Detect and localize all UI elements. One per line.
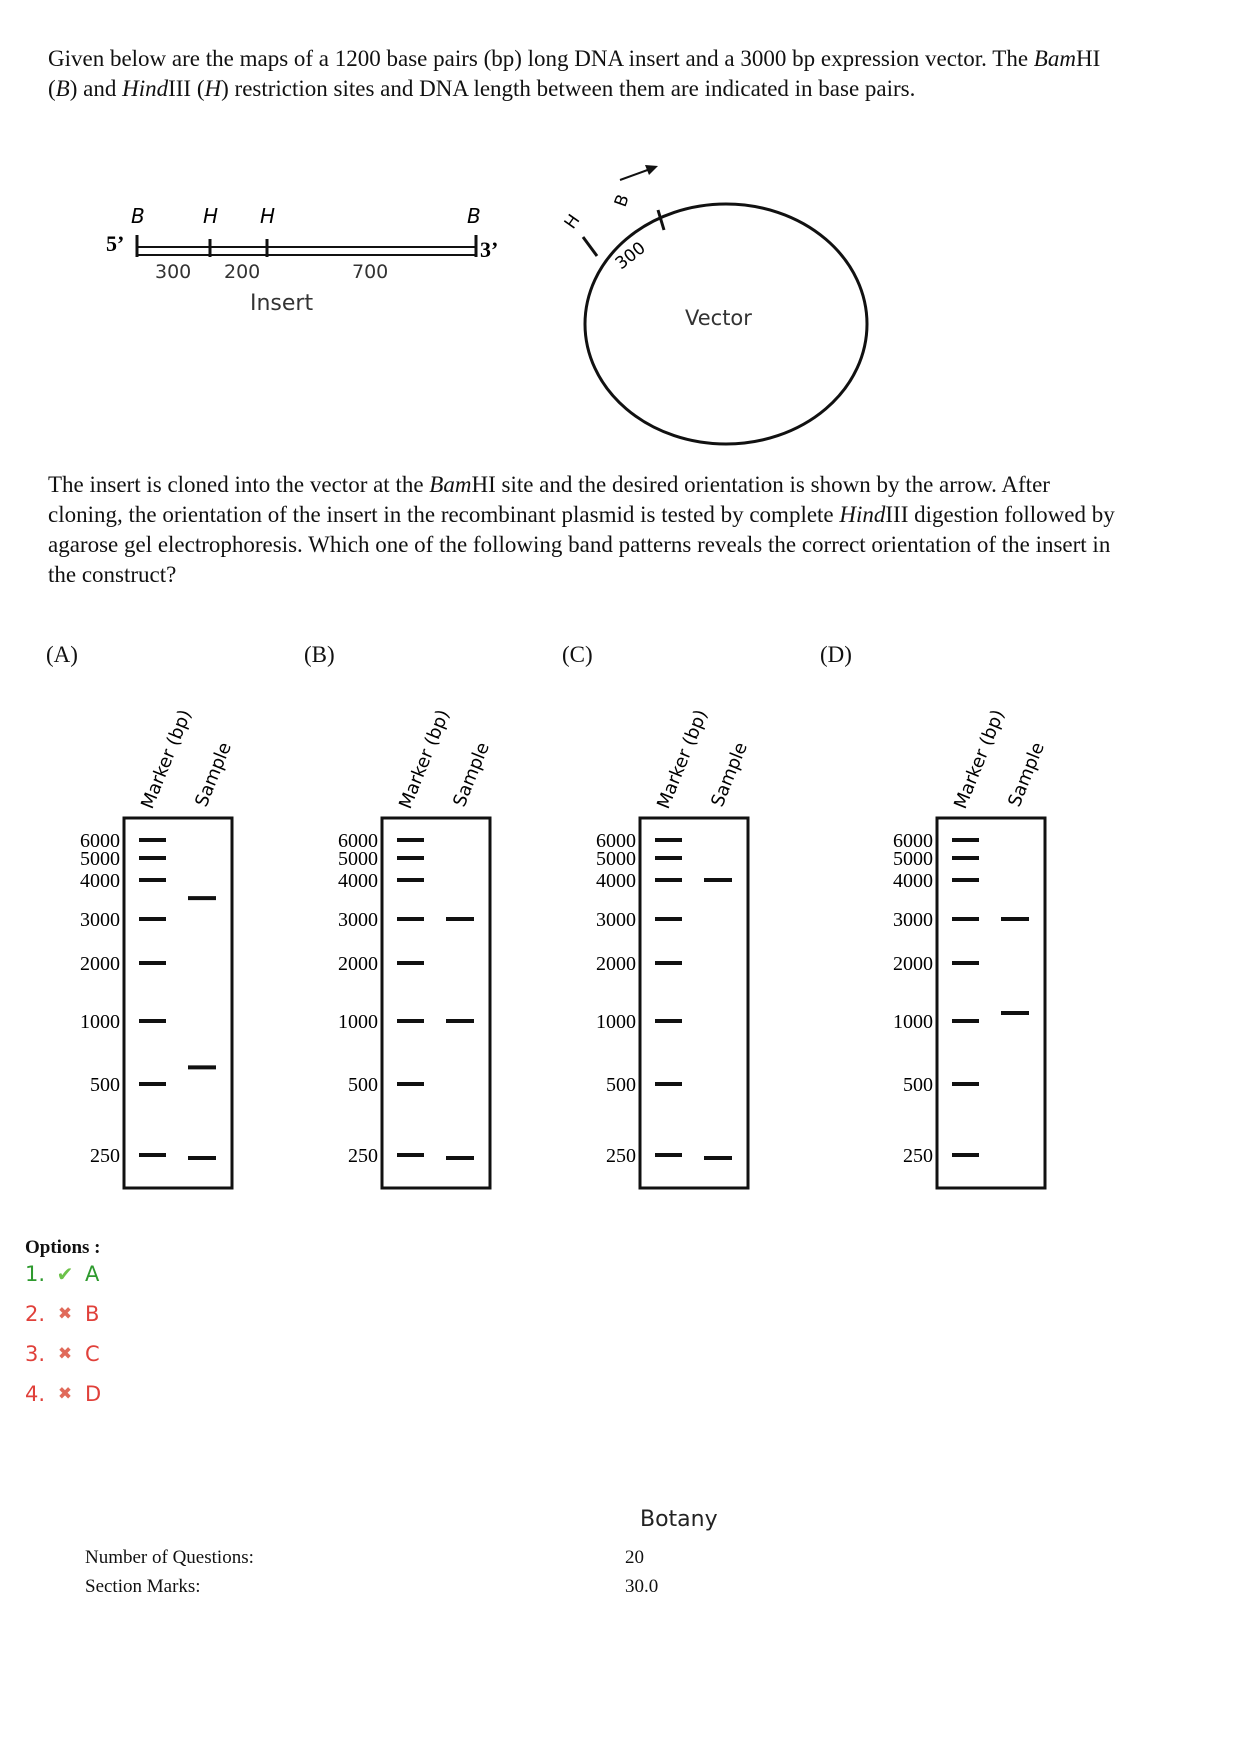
cross-icon: ✖ [57,1344,73,1364]
vector-site-h-label: H [560,210,585,233]
gel-b [324,690,504,1200]
gel-panel-label: (B) [304,642,335,667]
option-number: 3. [25,1342,46,1366]
insert-segment-length: 300 [155,261,192,283]
gel-box [382,818,490,1188]
question-intro: Given below are the maps of a 1200 base pairs (bp) long DNA insert and a 3000 bp expression vector. The BamHI (B) and HindIII (H) restriction sites and DNA length between them are indicated in base pairs. [48,46,1101,101]
marker-size-label: 2000 [893,953,933,975]
insert-site-label: B [131,204,145,228]
gel-c [582,690,762,1200]
options-heading: Options : [25,1237,101,1258]
marker-size-label: 4000 [80,870,120,892]
insert-segment-length: 200 [224,261,261,283]
vector-site-h-tick [583,237,597,256]
marker-lane-label: Marker (bp) [950,706,1009,812]
marker-size-label: 5000 [338,848,378,870]
questions-count-value: 20 [625,1547,644,1568]
gel-panel-label: (D) [820,642,852,667]
section-marks-value: 30.0 [625,1576,659,1597]
marker-size-label: 4000 [596,870,636,892]
section-name: Botany [640,1507,718,1532]
marker-size-label: 1000 [596,1011,636,1033]
option-number: 1. [25,1262,46,1286]
option-1[interactable] [25,1262,99,1286]
marker-size-label: 3000 [596,909,636,931]
question-text: The insert is cloned into the vector at the BamHI site and the desired orientation is shown by the arrow. After cloning, the orientation of the insert in the recombinant plasmid is tested by complete HindIII digestion followed by agarose gel electrophoresis. Which one of the following band patterns reveals the correct orientation of the insert in the construct? [48,472,1115,587]
marker-size-label: 500 [348,1074,378,1096]
insert-site-label: H [203,204,219,228]
gel-box [937,818,1045,1188]
insert-site-label: H [260,204,276,228]
questions-count-label: Number of Questions: [85,1547,254,1568]
marker-size-label: 500 [903,1074,933,1096]
gel-panel-label: (A) [46,642,78,667]
marker-size-label: 6000 [80,830,120,852]
vector-distance-label: 300 [611,238,650,274]
marker-size-label: 4000 [338,870,378,892]
marker-lane-label: Marker (bp) [653,706,712,812]
marker-size-label: 6000 [596,830,636,852]
gel-d [879,690,1059,1200]
vector-map [545,150,885,450]
marker-size-label: 250 [348,1145,378,1167]
marker-size-label: 250 [90,1145,120,1167]
insert-map [100,195,520,325]
five-prime-label: 5’ [106,231,125,256]
marker-lane-label: Marker (bp) [395,706,454,812]
sample-lane-label: Sample [191,739,236,810]
marker-size-label: 5000 [893,848,933,870]
option-2[interactable] [25,1302,99,1326]
marker-size-label: 500 [606,1074,636,1096]
insert-site-label: B [467,204,481,228]
sample-lane-label: Sample [707,739,752,810]
option-3[interactable] [25,1342,100,1366]
option-text: B [85,1302,100,1326]
vector-caption: Vector [685,306,752,330]
gel-panel-label: (C) [562,642,593,667]
marker-size-label: 3000 [893,909,933,931]
marker-size-label: 5000 [596,848,636,870]
marker-size-label: 1000 [893,1011,933,1033]
marker-size-label: 4000 [893,870,933,892]
marker-size-label: 250 [606,1145,636,1167]
marker-size-label: 2000 [338,953,378,975]
sample-lane-label: Sample [1004,739,1049,810]
marker-size-label: 6000 [338,830,378,852]
marker-lane-label: Marker (bp) [137,706,196,812]
gel-box [124,818,232,1188]
marker-size-label: 1000 [80,1011,120,1033]
vector-site-b-label: B [610,191,634,210]
marker-size-label: 6000 [893,830,933,852]
gel-a [66,690,246,1200]
cross-icon: ✖ [57,1304,73,1324]
marker-size-label: 1000 [338,1011,378,1033]
gel-box [640,818,748,1188]
marker-size-label: 3000 [80,909,120,931]
marker-size-label: 3000 [338,909,378,931]
marker-size-label: 5000 [80,848,120,870]
three-prime-label: 3’ [480,237,499,262]
option-number: 4. [25,1382,46,1406]
option-4[interactable] [25,1382,101,1406]
option-text: A [85,1262,100,1286]
marker-size-label: 500 [90,1074,120,1096]
sample-lane-label: Sample [449,739,494,810]
insert-segment-length: 700 [352,261,389,283]
cross-icon: ✖ [57,1384,73,1404]
insert-caption: Insert [250,291,314,316]
option-number: 2. [25,1302,46,1326]
check-icon: ✔ [56,1262,74,1286]
option-text: C [85,1342,100,1366]
marker-size-label: 2000 [80,953,120,975]
option-text: D [85,1382,102,1406]
section-marks-label: Section Marks: [85,1576,201,1597]
marker-size-label: 250 [903,1145,933,1167]
marker-size-label: 2000 [596,953,636,975]
